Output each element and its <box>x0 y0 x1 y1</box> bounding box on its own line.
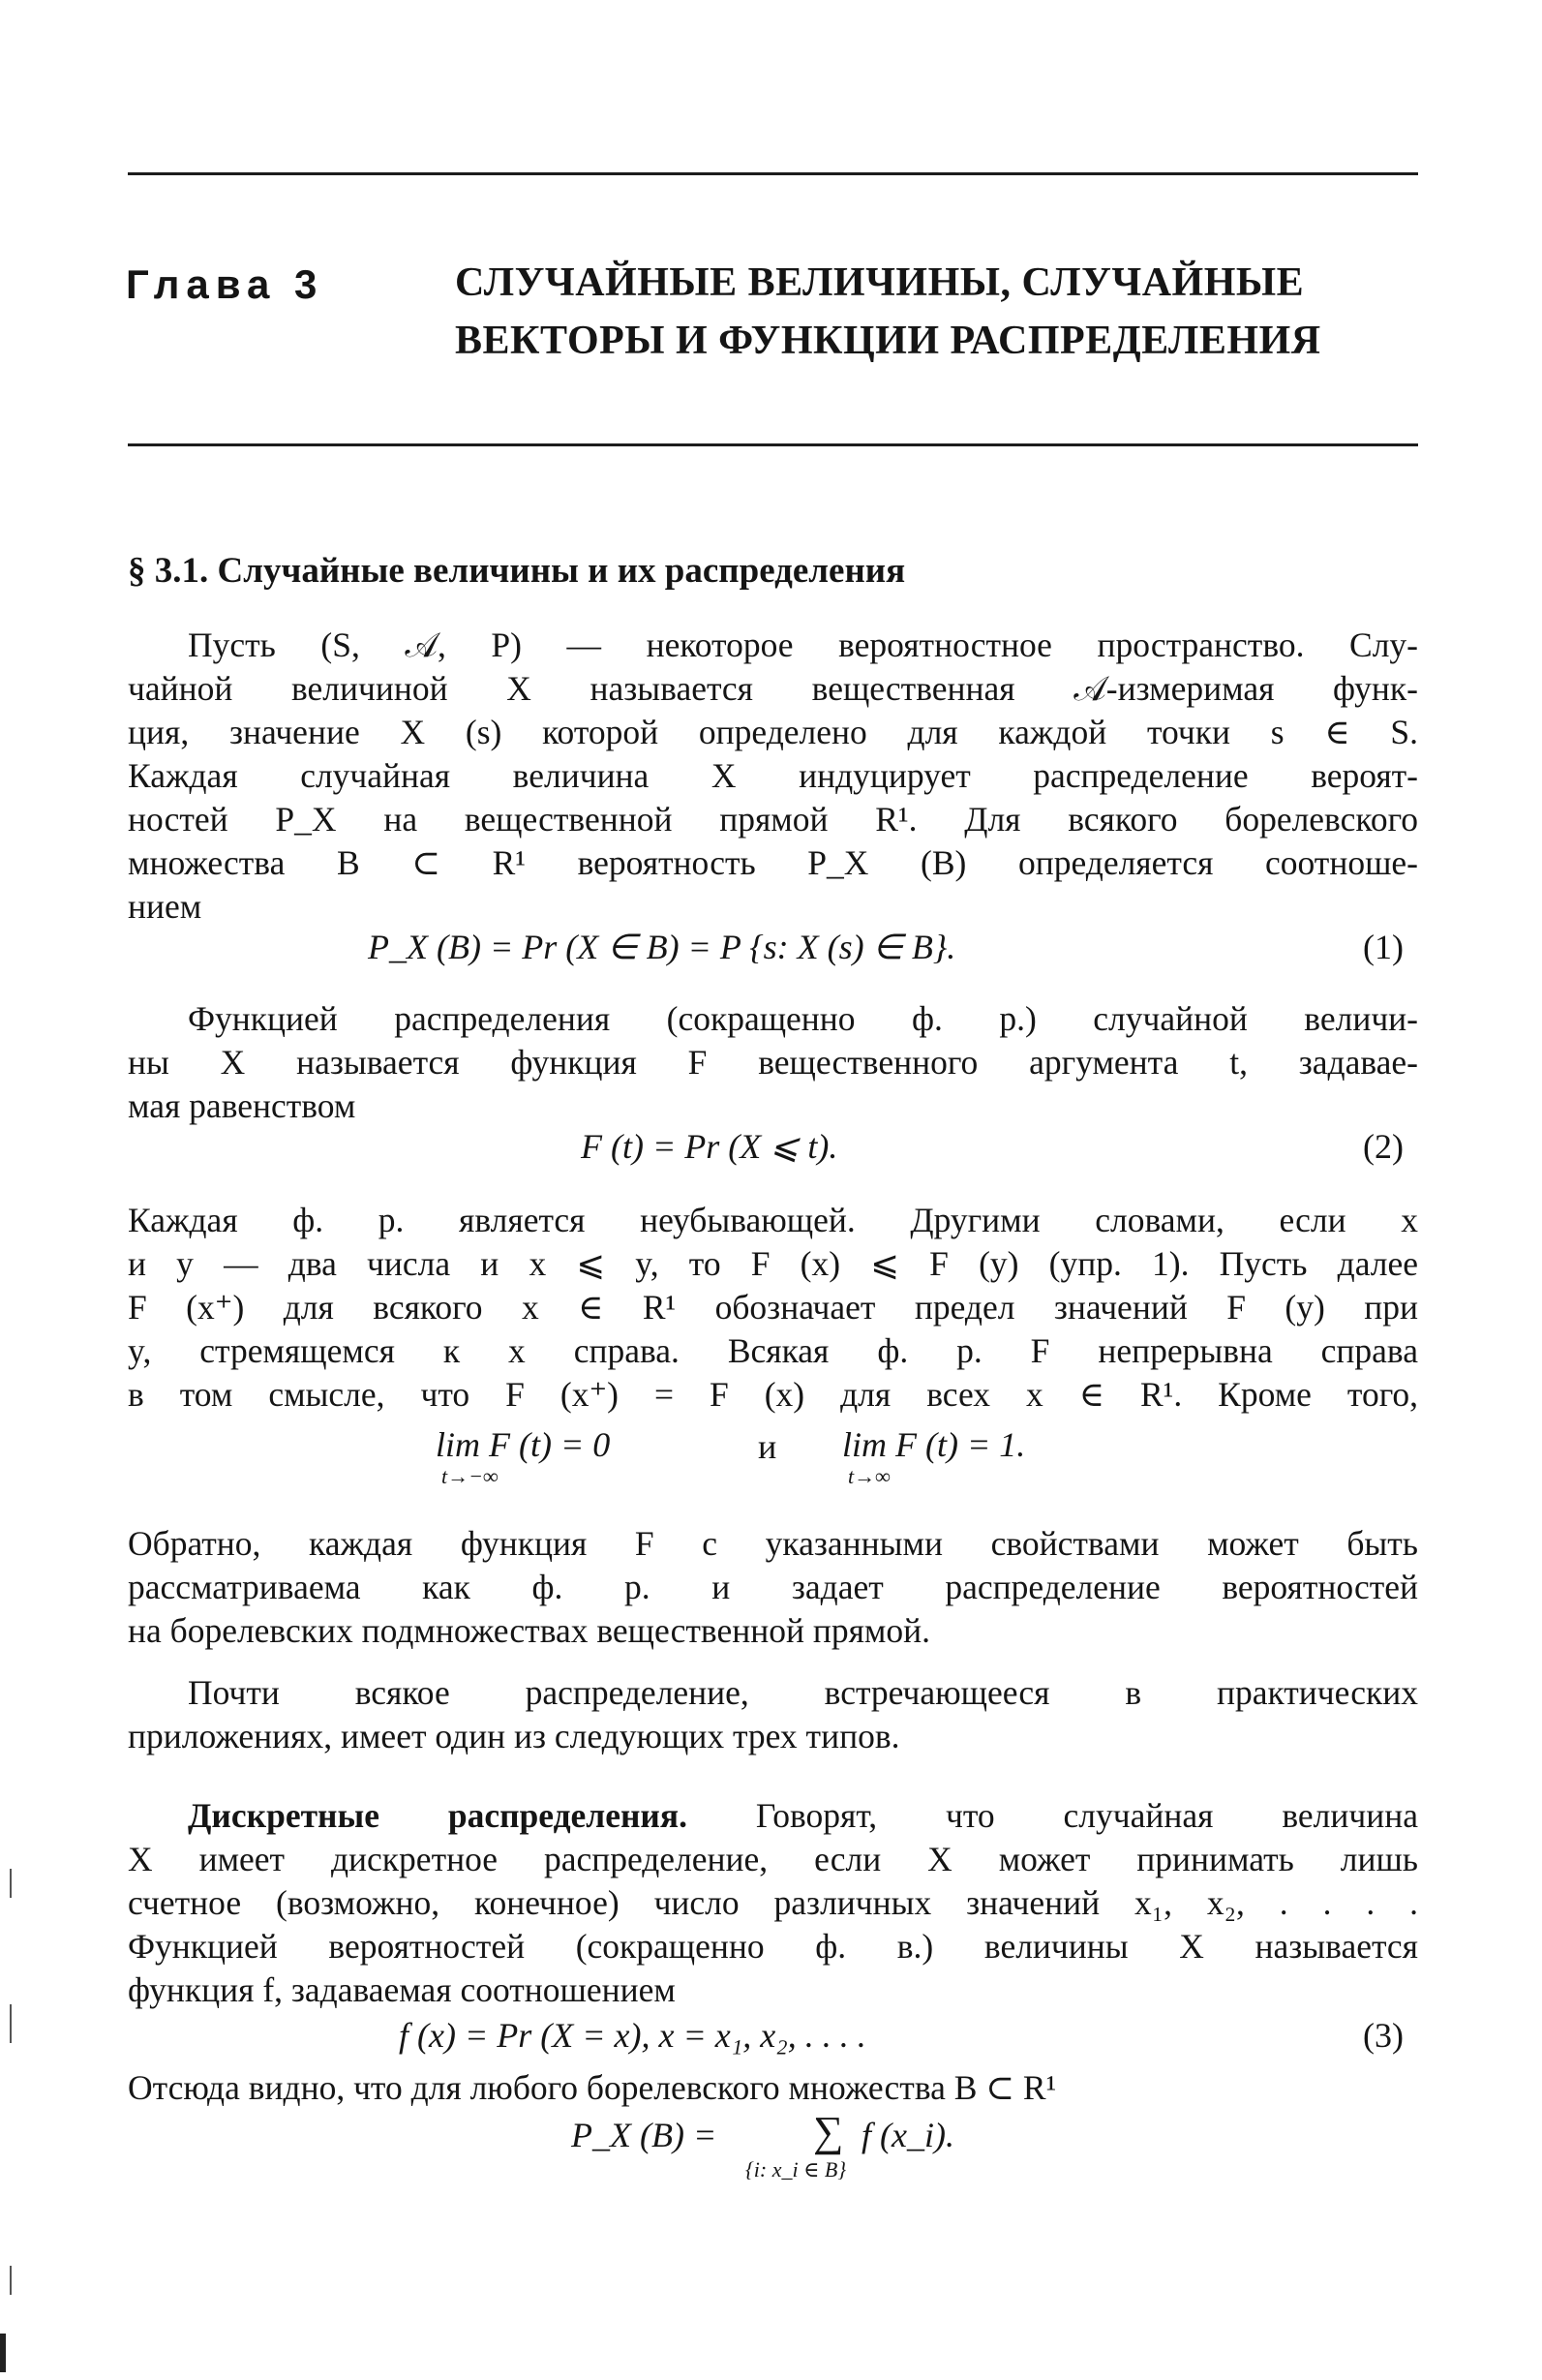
para4-line-3: на борелевских подмножествах вещественной прямой. <box>128 1611 931 1650</box>
para1-line-3: ция, значение X (s) которой определено для каждой точки s ∈ S. <box>128 713 1418 751</box>
para3-line-5: в том смысле, что F (x⁺) = F (x) для всех x ∈ R¹. Кроме того, <box>128 1375 1418 1414</box>
para6-line-3: счетное (возможно, конечное) число различных значений x₁, x₂, . . . . <box>128 1883 1418 1922</box>
discrete-heading: Дискретные распределения. <box>188 1796 687 1835</box>
scan-mark-4 <box>0 2334 6 2372</box>
equation-1-number: (1) <box>1363 928 1404 966</box>
para1-line-6: множества B ⊂ R¹ вероятность P_X (B) определяется соотноше- <box>128 843 1418 882</box>
top-rule <box>128 172 1418 175</box>
chapter-title-line-2: ВЕКТОРЫ И ФУНКЦИИ РАСПРЕДЕЛЕНИЯ <box>455 319 1321 363</box>
para7-line-1: Отсюда видно, что для любого борелевского множества B ⊂ R¹ <box>128 2068 1057 2107</box>
equation-4-lhs: P_X (B) = <box>571 2116 717 2154</box>
section-title: § 3.1. Случайные величины и их распределения <box>128 551 906 591</box>
equation-4-rhs: f (x_i). <box>862 2116 954 2154</box>
para2-line-3: мая равенством <box>128 1086 356 1125</box>
para5-line-1: Почти всякое распределение, встречающееся в практических <box>188 1673 1418 1712</box>
para6-line-5: функция f, задаваемая соотношением <box>128 1970 676 2009</box>
limit-conjunction: и <box>758 1427 777 1466</box>
scan-mark-3 <box>10 2266 12 2295</box>
para3-line-1: Каждая ф. р. является неубывающей. Другими словами, если x <box>128 1201 1418 1239</box>
bottom-rule <box>128 443 1418 446</box>
para5-line-2: приложениях, имеет один из следующих трех типов. <box>128 1717 900 1755</box>
equation-2: F (t) = Pr (X ⩽ t). <box>581 1127 838 1166</box>
para1-line-4: Каждая случайная величина X индуцирует распределение вероят- <box>128 756 1418 795</box>
para1-line-5: ностей P_X на вещественной прямой R¹. Для всякого борелевского <box>128 800 1418 839</box>
equation-2-number: (2) <box>1363 1127 1404 1166</box>
sum-symbol: ∑ <box>813 2108 844 2155</box>
para1-line-2: чайной величиной X называется вещественная 𝒜-измеримая функ- <box>128 669 1418 708</box>
para2-line-1: Функцией распределения (сокращенно ф. р.) случайной величи- <box>188 999 1418 1038</box>
limit-minus-infinity-expr: lim F (t) = 0 <box>436 1425 611 1464</box>
chapter-title-line-1: СЛУЧАЙНЫЕ ВЕЛИЧИНЫ, СЛУЧАЙНЫЕ <box>455 260 1305 305</box>
para6-line-2: X имеет дискретное распределение, если X может принимать лишь <box>128 1840 1418 1878</box>
sum-subscript: {i: x_i ∈ B} <box>745 2157 847 2182</box>
limit-plus-infinity <box>842 1425 1025 1489</box>
chapter-label: Глава 3 <box>126 261 324 307</box>
equation-1: P_X (B) = Pr (X ∈ B) = P {s: X (s) ∈ B}. <box>368 928 956 966</box>
scan-mark-2 <box>10 2004 12 2043</box>
chapter-title <box>455 254 1423 370</box>
para3-line-3: F (x⁺) для всякого x ∈ R¹ обозначает предел значений F (y) при <box>128 1288 1418 1327</box>
para6-line-1 <box>128 1794 1418 1838</box>
para2-line-2: ны X называется функция F вещественного аргумента t, задавае- <box>128 1043 1418 1082</box>
para4-line-2: рассматриваема как ф. р. и задает распределение вероятностей <box>128 1568 1418 1606</box>
para3-line-4: y, стремящемся к x справа. Всякая ф. р. F непрерывна справа <box>128 1331 1418 1370</box>
para1-line-7: нием <box>128 887 202 926</box>
limit-minus-infinity <box>436 1425 610 1489</box>
limit-plus-infinity-expr: lim F (t) = 1. <box>842 1425 1026 1464</box>
para3-line-2: и y — два числа и x ⩽ y, то F (x) ⩽ F (y) (упр. 1). Пусть далее <box>128 1244 1418 1283</box>
para6-line-1-rest: Говорят, что случайная величина <box>755 1796 1418 1835</box>
limit-plus-infinity-sub: t→∞ <box>848 1464 891 1488</box>
para4-line-1: Обратно, каждая функция F с указанными свойствами может быть <box>128 1524 1418 1563</box>
limit-minus-infinity-sub: t→−∞ <box>441 1464 499 1488</box>
para1-line-1: Пусть (S, 𝒜, P) — некоторое вероятностное пространство. Слу- <box>188 626 1418 664</box>
equation-3-number: (3) <box>1363 2016 1404 2055</box>
scan-mark-1 <box>10 1869 12 1898</box>
equation-3: f (x) = Pr (X = x), x = x₁, x₂, . . . . <box>399 2016 866 2055</box>
para6-line-4: Функцией вероятностей (сокращенно ф. в.) величины X называется <box>128 1927 1418 1966</box>
